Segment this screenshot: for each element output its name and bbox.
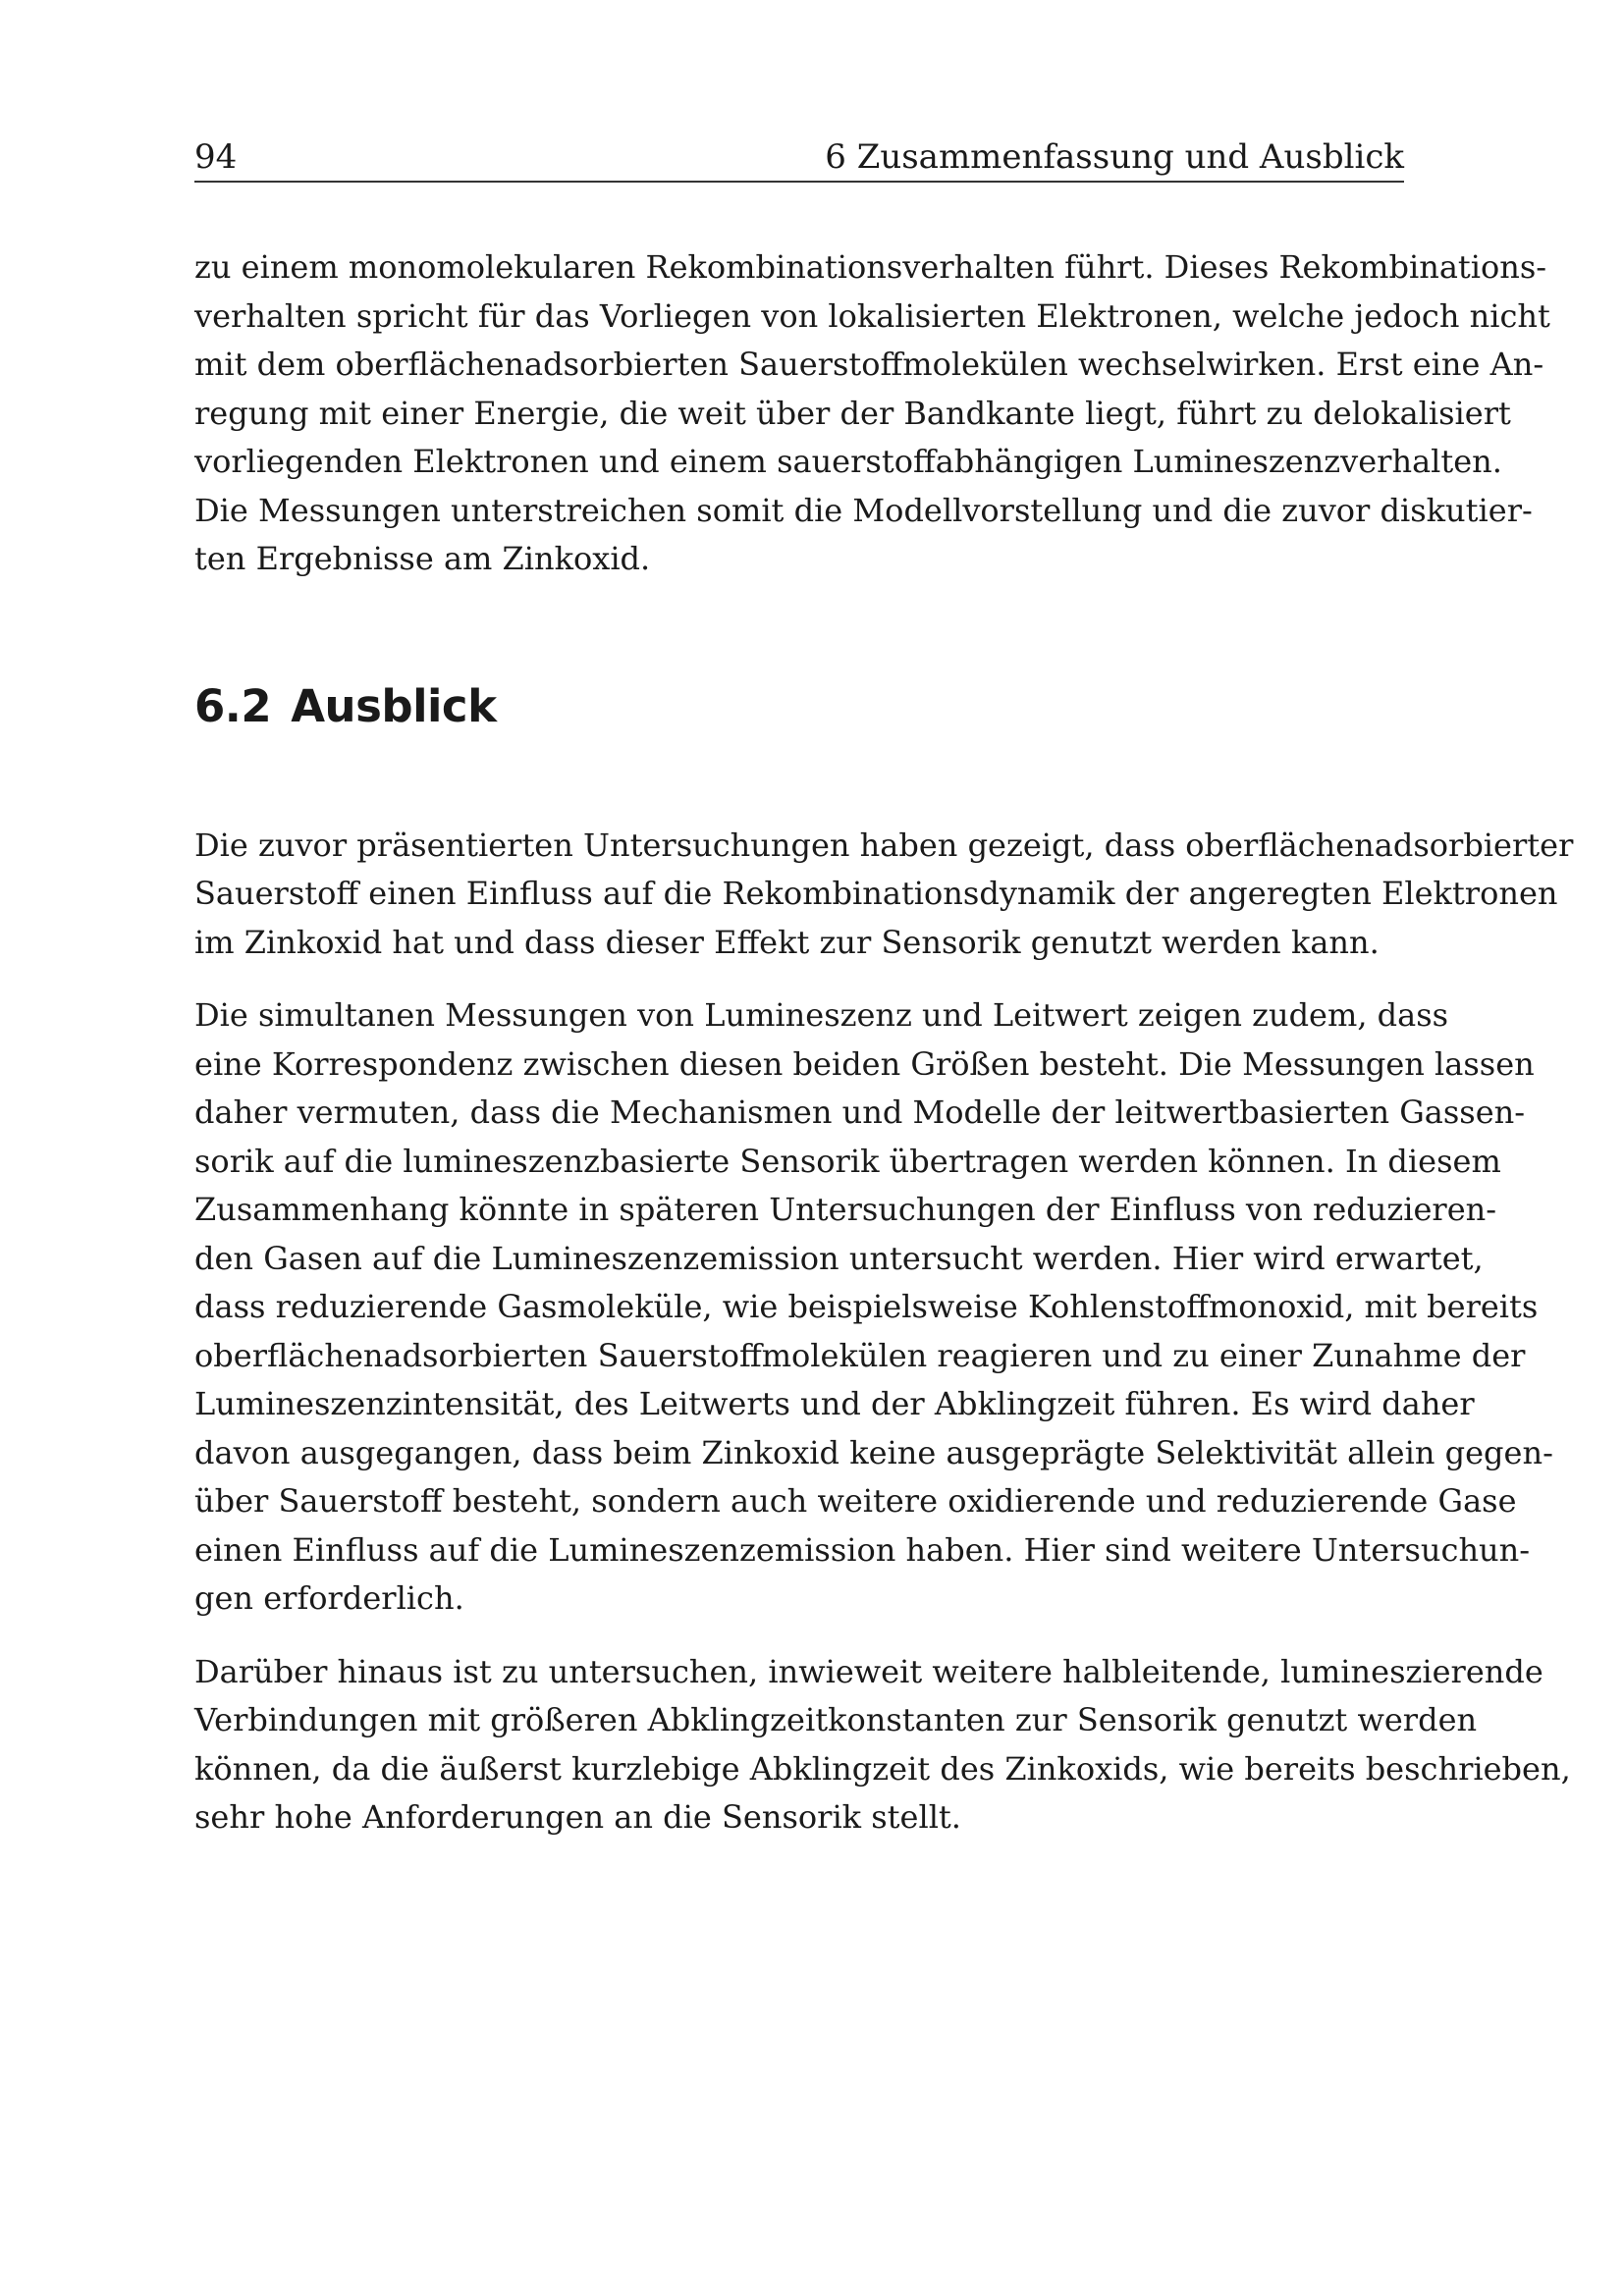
text-line: oberflächenadsorbierten Sauerstoffmolekülen reagieren und zu einer Zunahme der: [194, 1336, 1526, 1374]
text-line: einen Einfluss auf die Lumineszenzemission haben. Hier sind weitere Untersuchun-: [194, 1530, 1531, 1569]
text-line: Darüber hinaus ist zu untersuchen, inwieweit weitere halbleitende, lumineszierende: [194, 1652, 1543, 1690]
text-line: Die simultanen Messungen von Lumineszenz und Leitwert zeigen zudem, dass: [194, 996, 1449, 1034]
chapter-title: 6 Zusammenfassung und Ausblick: [825, 137, 1404, 177]
text-line: den Gasen auf die Lumineszenzemission untersucht werden. Hier wird erwartet,: [194, 1239, 1484, 1277]
text-line: über Sauerstoff besteht, sondern auch weitere oxidierende und reduzierende Gase: [194, 1482, 1517, 1520]
text-line: mit dem oberflächenadsorbierten Sauerstoffmolekülen wechselwirken. Erst eine An-: [194, 346, 1544, 383]
text-line: davon ausgegangen, dass beim Zinkoxid keine ausgeprägte Selektivität allein gegen-: [194, 1433, 1553, 1471]
text-line: Verbindungen mit größeren Abklingzeitkonstanten zur Sensorik genutzt werden: [194, 1701, 1478, 1738]
section-number: 6.2: [194, 679, 272, 732]
text-line: sehr hohe Anforderungen an die Sensorik stellt.: [194, 1798, 961, 1836]
text-line: daher vermuten, dass die Mechanismen und Modelle der leitwertbasierten Gassen-: [194, 1094, 1526, 1131]
text-line: Lumineszenzintensität, des Leitwerts und der Abklingzeit führen. Es wird daher: [194, 1385, 1475, 1422]
text-line: zu einem monomolekularen Rekombinationsverhalten führt. Dieses Rekombinations-: [194, 248, 1547, 286]
text-line: können, da die äußerst kurzlebige Abklingzeit des Zinkoxids, wie bereits beschrieben,: [194, 1749, 1571, 1788]
paragraph-3: [194, 1648, 1571, 1842]
text-line: Die zuvor präsentierten Untersuchungen haben gezeigt, dass oberflächenadsorbierter: [194, 826, 1574, 864]
text-line: eine Korrespondenz zwischen diesen beiden Größen besteht. Die Messungen lassen: [194, 1044, 1535, 1083]
text-line: Die Messungen unterstreichen somit die Modellvorstellung und die zuvor diskutier-: [194, 491, 1533, 529]
text-line: dass reduzierende Gasmoleküle, wie beispielsweise Kohlenstoffmonoxid, mit bereits: [194, 1288, 1539, 1325]
text-line: Sauerstoff einen Einfluss auf die Rekombinationsdynamik der angeregten Elektronen: [194, 875, 1558, 912]
section-title: Ausblick: [291, 679, 497, 732]
text-line: im Zinkoxid hat und dass dieser Effekt zur Sensorik genutzt werden kann.: [194, 923, 1380, 961]
text-line: ten Ergebnisse am Zinkoxid.: [194, 540, 651, 577]
text-line: regung mit einer Energie, die weit über der Bandkante liegt, führt zu delokalisiert: [194, 394, 1511, 432]
paragraph-2: [194, 991, 1553, 1624]
text-line: vorliegenden Elektronen und einem sauerstoffabhängigen Lumineszenzverhalten.: [194, 443, 1502, 480]
running-header: [194, 137, 1404, 183]
intro-paragraph: [194, 243, 1550, 584]
text-line: Zusammenhang könnte in späteren Untersuchungen der Einfluss von reduzieren-: [194, 1191, 1497, 1228]
page-number: 94: [194, 137, 238, 177]
text-line: verhalten spricht für das Vorliegen von lokalisierten Elektronen, welche jedoch nicht: [194, 296, 1550, 335]
text-line: gen erforderlich.: [194, 1579, 464, 1617]
section-heading: [194, 677, 1404, 736]
paragraph-1: [194, 822, 1574, 968]
body-text: [194, 243, 1574, 1842]
text-line: sorik auf die lumineszenzbasierte Sensorik übertragen werden können. In diesem: [194, 1142, 1501, 1180]
